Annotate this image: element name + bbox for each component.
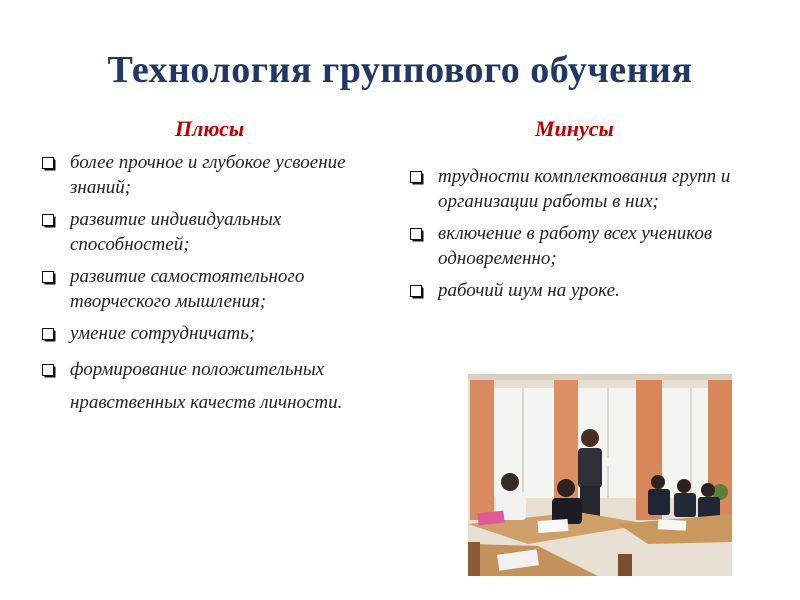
list-item [408,164,748,214]
checkbox-square-icon [42,271,54,283]
cons-heading: Минусы [535,116,614,141]
slide-title: Технология группового обучения [107,49,693,91]
checkbox-square-icon [42,364,54,376]
cons-list [408,164,748,310]
list-item [40,207,390,257]
checkbox-square-icon [410,171,422,183]
classroom-illustration [468,374,732,576]
list-item-text: развитие индивидуальных способностей; [70,209,282,255]
pros-heading: Плюсы [175,116,245,141]
list-item-text: развитие самостоятельного творческого мышления; [70,266,305,312]
checkbox-square-icon [410,285,422,297]
checkbox-square-icon [42,328,54,340]
pros-list [40,150,390,426]
list-item-text: рабочий шум на уроке. [438,280,620,301]
list-item-text: трудности комплектования групп и организации работы в них; [438,166,731,212]
list-item [408,221,748,271]
checkbox-square-icon [410,228,422,240]
list-item-text: включение в работу всех учеников одновременно; [438,223,713,269]
classroom-photo [468,374,732,576]
checkbox-square-icon [42,214,54,226]
list-item [40,321,390,346]
list-item-text: умение сотрудничать; [70,323,256,344]
list-item-text: более прочное и глубокое усвоение знаний; [70,152,346,198]
list-item [408,278,748,303]
list-item [40,150,390,200]
list-item-text: формирование положительных нравственных качеств личности. [70,359,343,413]
list-item [40,353,390,419]
checkbox-square-icon [42,157,54,169]
list-item [40,264,390,314]
